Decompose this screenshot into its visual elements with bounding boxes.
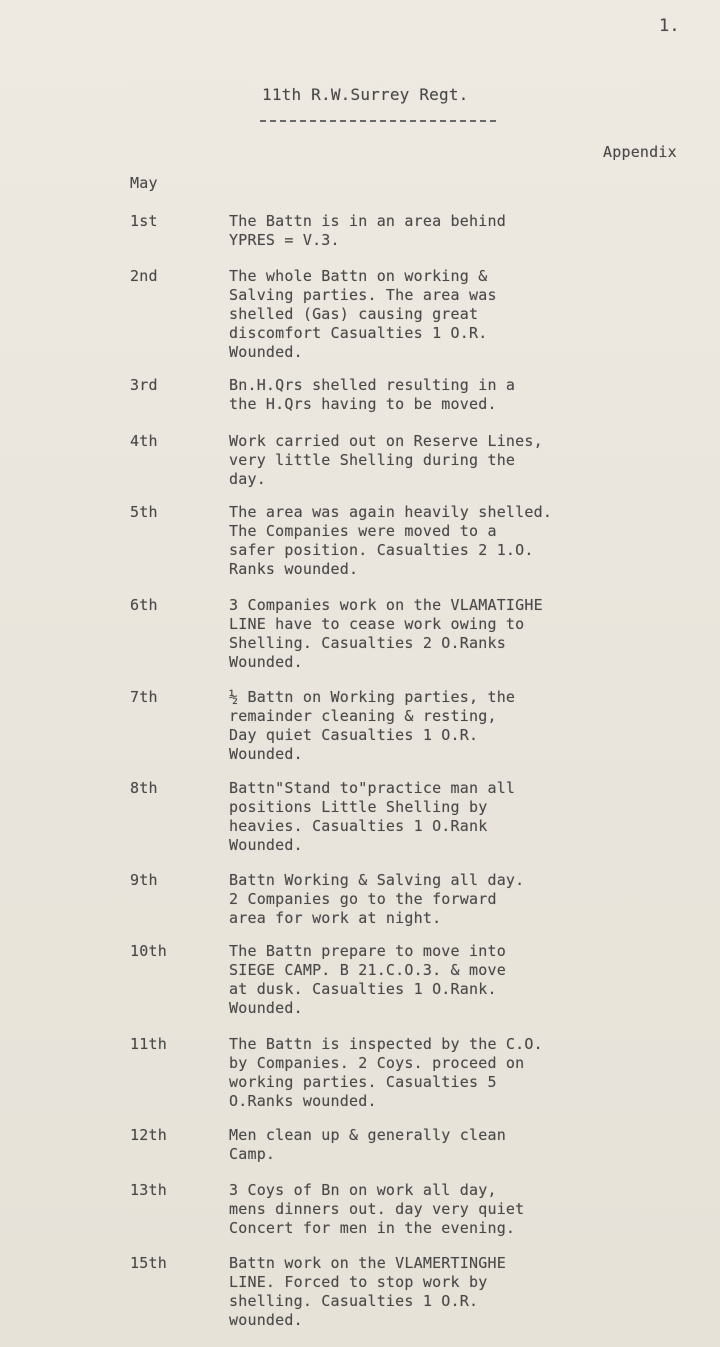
entry-text: Battn work on the VLAMERTINGHE LINE. Forced to stop work by shelling. Casualties 1 O.R. wounded. (229, 1254, 506, 1329)
entry-text: 3 Companies work on the VLAMATIGHE LINE have to cease work owing to Shelling. Casualties 2 O.Ranks Wounded. (229, 596, 543, 671)
entry-date: 4th (130, 432, 158, 450)
entry-date: 3rd (130, 376, 158, 394)
entry-date: 1st (130, 212, 158, 230)
entry-text: The Battn is in an area behind YPRES = V.3. (229, 212, 506, 249)
entry-date: 12th (130, 1126, 167, 1144)
entry-date: 2nd (130, 267, 158, 285)
entry-text: The Battn prepare to move into SIEGE CAMP. B 21.C.O.3. & move at dusk. Casualties 1 O.Rank. Wounded. (229, 942, 506, 1017)
entry-date: 15th (130, 1254, 167, 1272)
entry-date: 13th (130, 1181, 167, 1199)
entry-text: Bn.H.Qrs shelled resulting in a the H.Qrs having to be moved. (229, 376, 516, 413)
entry-text: 3 Coys of Bn on work all day, mens dinners out. day very quiet Concert for men in the evening. (229, 1181, 525, 1237)
entry-date: 10th (130, 942, 167, 960)
entry-text: The Battn is inspected by the C.O. by Companies. 2 Coys. proceed on working parties. Casualties 5 O.Ranks wounded. (229, 1035, 543, 1110)
entry-date: 5th (130, 503, 158, 521)
entry-text: Men clean up & generally clean Camp. (229, 1126, 506, 1163)
entry-text: Work carried out on Reserve Lines, very little Shelling during the day. (229, 432, 543, 488)
entry-text: Battn"Stand to"practice man all positions Little Shelling by heavies. Casualties 1 O.Rank Wounded. (229, 779, 516, 854)
page-title: 11th R.W.Surrey Regt. (262, 85, 469, 104)
month-label: May (130, 174, 158, 192)
entry-date: 9th (130, 871, 158, 889)
appendix-label: Appendix (603, 143, 677, 161)
entry-date: 11th (130, 1035, 167, 1053)
entry-text: The whole Battn on working & Salving parties. The area was shelled (Gas) causing great discomfort Casualties 1 O.R. Wounded. (229, 267, 497, 361)
entry-date: 6th (130, 596, 158, 614)
entry-date: 7th (130, 688, 158, 706)
entry-date: 8th (130, 779, 158, 797)
title-underline (260, 120, 496, 122)
entry-text: The area was again heavily shelled. The Companies were moved to a safer position. Casualties 2 1.O. Ranks wounded. (229, 503, 553, 578)
page-number: 1. (659, 16, 680, 36)
entry-text: ½ Battn on Working parties, the remainder cleaning & resting, Day quiet Casualties 1 O.R. Wounded. (229, 688, 516, 763)
entry-text: Battn Working & Salving all day. 2 Companies go to the forward area for work at night. (229, 871, 525, 927)
